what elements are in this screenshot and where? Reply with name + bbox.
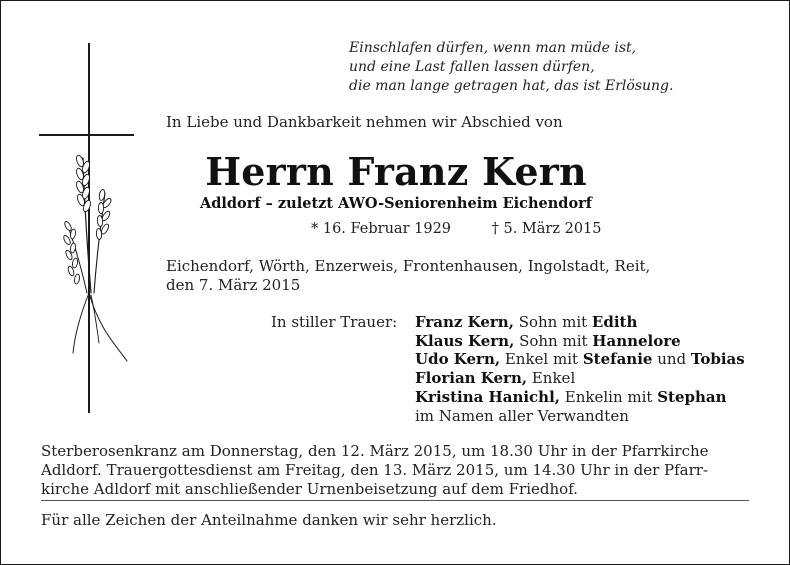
divider xyxy=(41,500,749,501)
quote-line: die man lange getragen hat, das ist Erlösung. xyxy=(349,78,674,94)
mourner-partner: Edith xyxy=(591,313,638,331)
mourner-relation: Enkel mit xyxy=(500,350,583,369)
thanks-text: Für alle Zeichen der Anteilnahme danken wir sehr herzlich. xyxy=(41,511,497,529)
mourner-relation: Enkel xyxy=(527,369,576,388)
mourner-entry xyxy=(415,369,745,388)
mourner-name: Franz Kern, xyxy=(415,313,514,331)
death-date: † 5. März 2015 xyxy=(491,221,602,237)
info-line: Sterberosenkranz am Donnerstag, den 12. März 2015, um 18.30 Uhr in der Pfarrkirche xyxy=(41,442,709,460)
mourner-name: Klaus Kern, xyxy=(415,331,515,350)
places-line: Eichendorf, Wörth, Enzerweis, Frontenhausen, Ingolstadt, Reit, xyxy=(166,257,651,275)
mourner-name: Kristina Hanichl, xyxy=(415,387,561,406)
quote-line: Einschlafen dürfen, wenn man müde ist, xyxy=(349,40,637,56)
mourner-partner: Hannelore xyxy=(592,331,681,350)
places-and-date xyxy=(166,257,650,295)
mourner-partner: Tobias xyxy=(690,350,745,369)
memorial-quote xyxy=(349,39,749,96)
mourners-list xyxy=(415,313,745,425)
notice-date: den 7. März 2015 xyxy=(166,276,301,294)
mourner-entry xyxy=(415,332,745,351)
intro-text: In Liebe und Dankbarkeit nehmen wir Abschied von xyxy=(166,113,563,131)
mourner-name: Florian Kern, xyxy=(415,369,528,388)
birth-date: * 16. Februar 1929 xyxy=(311,221,452,237)
life-dates xyxy=(311,221,602,237)
cross-with-wheat-icon xyxy=(39,43,134,413)
mourner-conjunction: und xyxy=(652,350,691,369)
mourner-partner: Stefanie xyxy=(582,350,653,369)
mourners-label: In stiller Trauer: xyxy=(271,313,398,331)
mourner-entry xyxy=(415,388,745,407)
quote-line: und eine Last fallen lassen dürfen, xyxy=(349,59,595,75)
mourner-name: Udo Kern, xyxy=(415,350,501,369)
mourner-entry xyxy=(415,350,745,369)
mourner-partner: Stephan xyxy=(657,387,727,406)
info-line: Adldorf. Trauergottesdienst am Freitag, den 13. März 2015, um 14.30 Uhr in der Pfarr- xyxy=(41,461,709,479)
mourners-closing: im Namen aller Verwandten xyxy=(415,406,629,425)
mourner-relation: Sohn mit xyxy=(513,313,592,331)
service-information xyxy=(41,442,751,499)
deceased-name: Herrn Franz Kern xyxy=(205,149,587,194)
info-line: kirche Adldorf mit anschließender Urnenbeisetzung auf dem Friedhof. xyxy=(41,480,578,498)
mourner-relation: Enkelin mit xyxy=(560,387,658,406)
mourner-entry xyxy=(415,313,745,332)
mourner-relation: Sohn mit xyxy=(514,331,593,350)
residence-line: Adldorf – zuletzt AWO-Seniorenheim Eichendorf xyxy=(200,195,592,212)
